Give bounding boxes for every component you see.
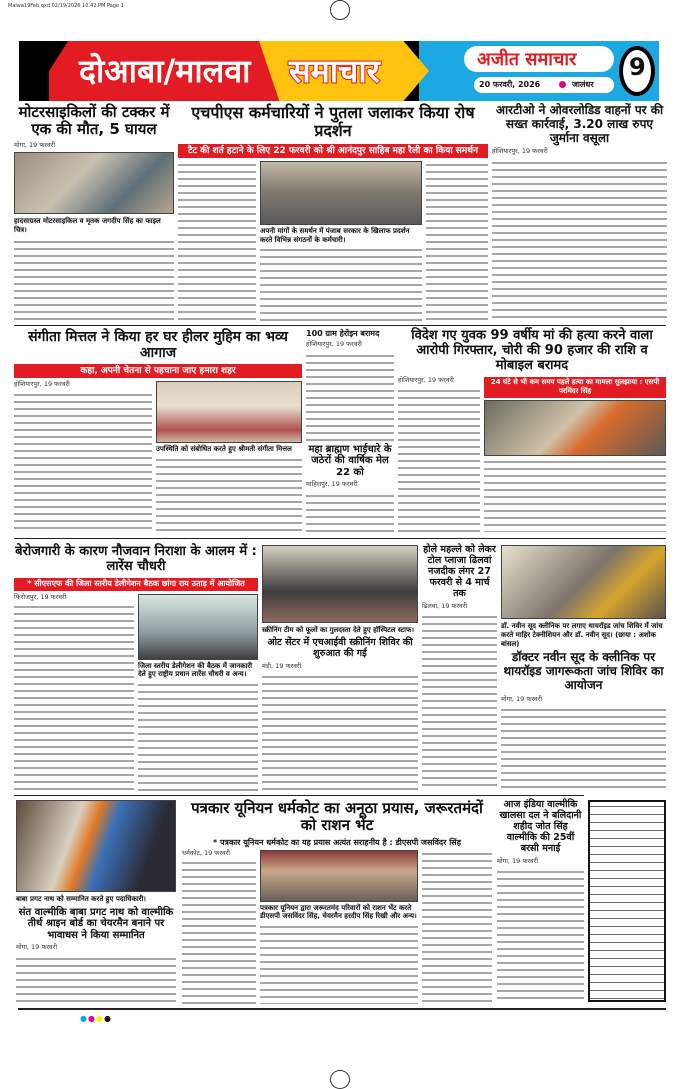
headline-rto-overload: आरटीओ ने ओवरलोडिड वाहनों पर की सख्त कार्रवाई, 3.20 लाख रुपए जुर्माना वसूला xyxy=(495,103,664,145)
photo-caption: उपस्थिति को संबोधित करते हुए श्रीमती संगीता मित्तल xyxy=(156,445,292,454)
paper-name: अजीत समाचार xyxy=(477,49,577,70)
photo-meeting xyxy=(138,594,258,660)
dateline: मोगा, 19 फरवरी xyxy=(16,943,58,952)
subhead: * पत्रकार यूनियन धर्मकोट का यह प्रयास अत्यंत सराहनीय है : डीएसपी जसविंदर सिंह xyxy=(213,837,461,847)
dateline: मोगा, 19 फरवरी xyxy=(501,694,543,703)
headline-brahmin-mela: महा ब्राह्मण भाईचारे के जठेरों की वार्षिक मेल 22 को xyxy=(308,443,392,478)
headline-ration-distribution: पत्रकार यूनियन धर्मकोट का अनूठा प्रयास, जरूरतमंदों को राशन भेंट xyxy=(191,799,483,835)
page-number: 9 xyxy=(629,53,646,81)
photo-ration xyxy=(260,850,418,902)
headline-heroin-recovered: 100 ग्राम हेरोइन बरामद xyxy=(306,329,380,338)
headline-motorcycle-accident: मोटरसाइकिलों की टक्कर में एक की मौत, 5 घायल xyxy=(18,103,170,139)
headline-thyroid-camp: डॉक्टर नवीन सूद के क्लीनिक पर थायरॉइड जागरूकता जांच शिविर का आयोजन xyxy=(503,650,664,692)
subhead: 24 घंटे से भी कम समय पहले हत्या का मामला सुलझाया : एसपी परमिंदर सिंह xyxy=(484,377,666,398)
photo-protest xyxy=(260,161,422,225)
story-sangeeta-mittal xyxy=(14,329,302,532)
headline-hps-protest: एचपीएस कर्मचारियों ने पुतला जलाकर किया रोष प्रदर्शन xyxy=(191,103,475,141)
print-slug: Malwa19Feb.qxd 02/19/2026 10:42 PM Page 1 xyxy=(8,3,124,9)
dateline: होशियारपुर, 19 फरवरी xyxy=(398,375,454,384)
story-hps-protest xyxy=(178,104,488,322)
story-hiv-screening xyxy=(262,545,418,791)
dateline: माहिलपुर, 19 फरवरी xyxy=(306,480,358,489)
photo-thyroid-camp xyxy=(501,545,666,619)
dateline: होशियारपुर, 19 फरवरी xyxy=(492,147,548,156)
photo-baba-honoured xyxy=(16,800,176,892)
headline-valmiki-shrine-board: संत वाल्मीकि बाबा प्रगट नाथ को वाल्मीकि तीर्थ श्राइन बोर्ड का चेयरमैन बनाने पर भावाधस ने किया सम्मानित xyxy=(18,906,174,941)
story-unemployment xyxy=(14,545,258,791)
photo-screening xyxy=(262,545,418,623)
headline-murder-arrest: विदेश गए युवक 99 वर्षीय मां की हत्या करने वाला आरोपी गिरफ्तार, चोरी की 90 हजार की राशि व मोबाइल बरामद xyxy=(411,328,653,373)
issue-date: 20 फरवरी, 2026 xyxy=(479,80,541,89)
photo-caption: हादसाग्रस्त मोटरसाइकिल व मृतक जगदीप सिंह का फाइल चित्र। xyxy=(14,217,161,235)
subhead: कहा, अपनी चेतना से पहचाना जाए हमारा शहर xyxy=(14,364,302,378)
dateline: होशियारपुर, 19 फरवरी xyxy=(306,340,362,349)
registration-mark xyxy=(330,0,350,20)
dateline: होशियारपुर, 19 फरवरी xyxy=(14,380,70,389)
dateline: मोगा, 19 फरवरी xyxy=(14,140,56,149)
story-motorcycle-accident xyxy=(14,104,174,322)
story-valmiki-khalsa-dal xyxy=(497,800,584,1004)
dateline: फिरोजपुर, 19 फरवरी xyxy=(14,592,67,601)
dateline: ढिलवां, 19 फरवरी xyxy=(422,601,468,610)
story-murder-arrest xyxy=(398,329,666,532)
date-dot xyxy=(559,81,566,88)
photo-police xyxy=(484,400,666,456)
section-title: दोआबा/मालवा xyxy=(79,52,251,90)
subhead: टैट की शर्त हटाने के लिए 22 फरवरी को श्री आनंदपुर साहिब महा रैली का किया समर्थन xyxy=(178,144,488,158)
photo-caption: जिला स्तरीय डेलीगेशन की बैठक में जानकारी देते हुए राष्ट्रीय प्रधान लारेंस चौधरी व अन्य। xyxy=(138,661,253,679)
dateline: मंडी, 19 फरवरी xyxy=(262,661,302,670)
registration-mark xyxy=(330,1070,350,1089)
story-ration-distribution xyxy=(182,800,492,1004)
masthead xyxy=(19,41,659,101)
headline-sangeeta-mittal: संगीता मित्तल ने किया हर घर हीलर मुहिम का भव्य आगाज xyxy=(28,329,288,362)
photo-event xyxy=(156,381,302,443)
headline-hiv-screening: ओट सेंटर में एचआईवी स्क्रीनिंग शिविर की शुरुआत की गई xyxy=(267,636,413,659)
photo-caption: डॉ. नवीन सूद क्लीनिक पर लगाए थायरॉइड जांच शिविर में जांच करते माहिर टेक्नीशियन और डॉ. नवीन सूद। (छाया : अशोक बांसल) xyxy=(501,622,663,648)
samachar-title: समाचार xyxy=(289,52,380,90)
subhead: * सीएसएफ की जिला स्तरीय डेलीगेशन बैठक छांगा राय उताड़ में आयोजित xyxy=(14,578,258,591)
headline-hola-mohalla-langar: होले महल्ले को लेकर टोल प्लाजा ढिलवां नजदीक लंगर 27 फरवरी से 4 मार्च तक xyxy=(423,544,496,599)
story-heroin-brahmin xyxy=(306,329,394,532)
story-valmiki-shrine-board xyxy=(16,800,176,1004)
headline-unemployment: बेरोजगारी के कारण नौजवान निराशा के आलम में : लारेंस चौधरी xyxy=(15,544,257,574)
photo-caption: अपनी मांगों के समर्थन में पंजाब सरकार के खिलाफ प्रदर्शन करते विभिन्न संगठनों के कर्मचारी। xyxy=(260,226,410,244)
photo-caption: पत्रकार यूनियन द्वारा जरूरतमंद परिवारों को राशन भेंट करते डीएसपी जसविंदर सिंह, चेयरमैन हरदीप सिंह रिखी और अन्य। xyxy=(260,903,417,921)
dateline: मोगा, 19 फरवरी xyxy=(497,856,539,865)
story-hola-mohalla xyxy=(422,545,497,791)
story-thyroid-camp xyxy=(501,545,666,791)
photo-caption: स्क्रीनिंग टीम को फूलों का गुलदस्ता देते हुए हॉस्पिटल स्टाफ। xyxy=(262,626,414,634)
dateline: धर्मकोट, 19 फरवरी xyxy=(182,848,230,857)
advertisement-box xyxy=(588,800,666,1002)
photo-accident xyxy=(14,152,174,214)
photo-caption: बाबा प्रगट नाथ को सम्मानित करते हुए पदाधिकारी। xyxy=(16,895,146,903)
headline-valmiki-khalsa-dal: आज इंडिया वाल्मीकि खालसा दल ने बलिदानी शहीद जोत सिंह वाल्मीकि की 25वीं बरसी मनाई xyxy=(499,799,582,854)
story-rto-overload xyxy=(492,104,667,322)
city: जालंधर xyxy=(572,80,594,89)
color-registration-marks: ●●●● xyxy=(80,1014,112,1023)
